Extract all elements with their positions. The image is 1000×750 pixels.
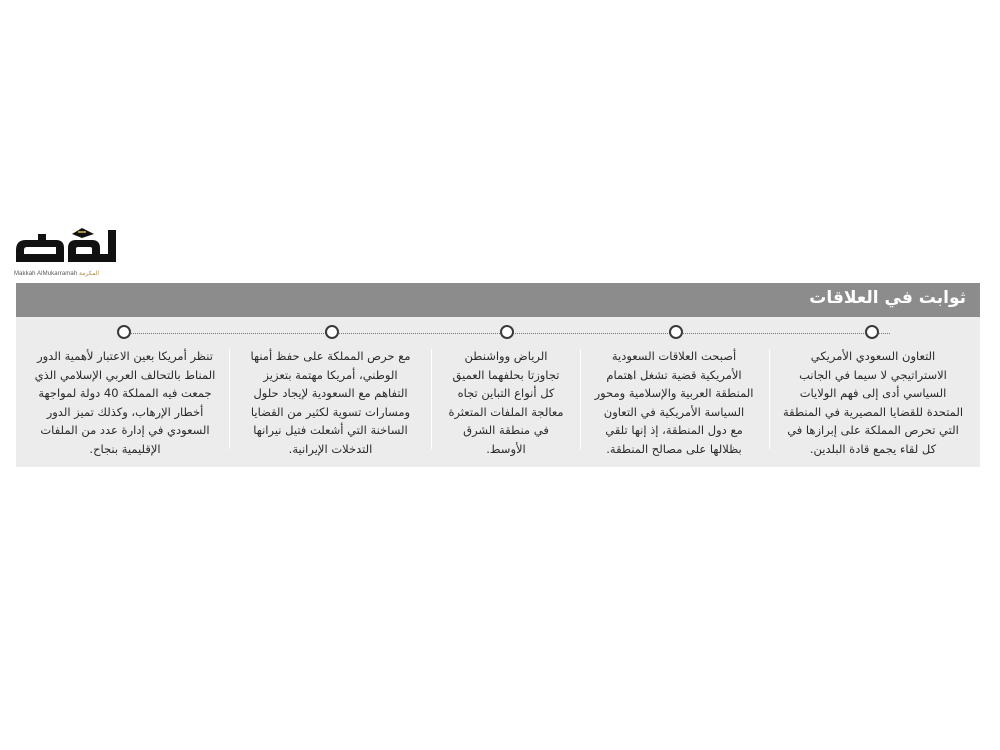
column-line: أصبحت العلاقات السعودية bbox=[611, 349, 737, 363]
column-line: المنطقة العربية والإسلامية ومحور bbox=[594, 386, 754, 400]
timeline-dot-5 bbox=[117, 325, 131, 339]
logo-subtitle-en: Makkah AlMukarramah bbox=[14, 271, 78, 277]
column-line: السياسي أدى إلى فهم الولايات bbox=[799, 386, 947, 400]
timeline-dot-2 bbox=[669, 325, 683, 339]
column-line: أخطار الإرهاب، وكذلك تميز الدور bbox=[46, 404, 204, 419]
column-3 bbox=[435, 347, 577, 459]
column-separator bbox=[431, 349, 432, 449]
column-line: السياسة الأمريكية في التعاون bbox=[603, 404, 745, 419]
column-line: ومسارات تسوية لكثير من القضايا bbox=[250, 404, 411, 419]
column-line: المناط بالتحالف العربي الإسلامي الذي bbox=[34, 367, 216, 382]
column-line: الأمريكية قضية تشغل اهتمام bbox=[606, 367, 742, 382]
column-line: بظلالها على مصالح المنطقة. bbox=[606, 441, 742, 456]
column-line: كل لقاء يجمع قادة البلدين. bbox=[809, 441, 937, 456]
column-line: التي تحرص المملكة على إبرازها في bbox=[787, 423, 959, 437]
column-line: مع حرص المملكة على حفظ أمنها bbox=[250, 349, 411, 363]
content-panel bbox=[16, 317, 980, 467]
column-line: الأوسط. bbox=[486, 441, 526, 456]
column-separator bbox=[769, 349, 770, 449]
timeline-dot-3 bbox=[500, 325, 514, 339]
column-line: تجاوزتا بحلفهما العميق bbox=[452, 367, 560, 382]
column-line: جمعت فيه المملكة 40 دولة لمواجهة bbox=[38, 386, 212, 400]
column-line: معالجة الملفات المتعثرة bbox=[448, 404, 564, 419]
makkah-logo-mark bbox=[12, 222, 124, 266]
column-line: التفاهم مع السعودية لإيجاد حلول bbox=[253, 386, 408, 400]
column-line: الاستراتيجي لا سيما في الجانب bbox=[799, 367, 947, 382]
column-separator bbox=[229, 349, 230, 449]
logo bbox=[12, 222, 132, 284]
column-line: السعودي في إدارة عدد من الملفات bbox=[40, 423, 210, 437]
column-line: تنظر أمريكا بعين الاعتبار لأهمية الدور bbox=[37, 349, 213, 363]
column-2 bbox=[584, 347, 764, 459]
column-4 bbox=[233, 347, 428, 459]
title-bar bbox=[16, 283, 980, 317]
column-5 bbox=[24, 347, 226, 459]
column-line: الرياض وواشنطن bbox=[464, 349, 548, 363]
logo-subtitle-ar: المكرمة bbox=[79, 271, 100, 277]
page-title: ثوابت في العلاقات bbox=[809, 288, 966, 308]
column-line: التعاون السعودي الأمريكي bbox=[810, 349, 936, 363]
column-separator bbox=[580, 349, 581, 449]
column-line: الإقليمية بنجاح. bbox=[89, 441, 161, 456]
column-line: كل أنواع التباين تجاه bbox=[457, 386, 555, 400]
timeline-dot-4 bbox=[325, 325, 339, 339]
column-line: مع دول المنطقة، إذ إنها تلقي bbox=[605, 423, 743, 437]
column-line: التدخلات الإيرانية. bbox=[288, 441, 373, 456]
column-line: في منطقة الشرق bbox=[463, 423, 549, 437]
column-line: الوطني، أمريكا مهتمة بتعزيز bbox=[263, 367, 398, 382]
logo-subtitle bbox=[14, 270, 99, 277]
column-line: المتحدة للقضايا المصيرية في المنطقة bbox=[782, 404, 964, 419]
timeline-dot-1 bbox=[865, 325, 879, 339]
column-1 bbox=[773, 347, 973, 459]
column-line: الساخنة التي أشعلت فتيل نيرانها bbox=[253, 423, 408, 437]
